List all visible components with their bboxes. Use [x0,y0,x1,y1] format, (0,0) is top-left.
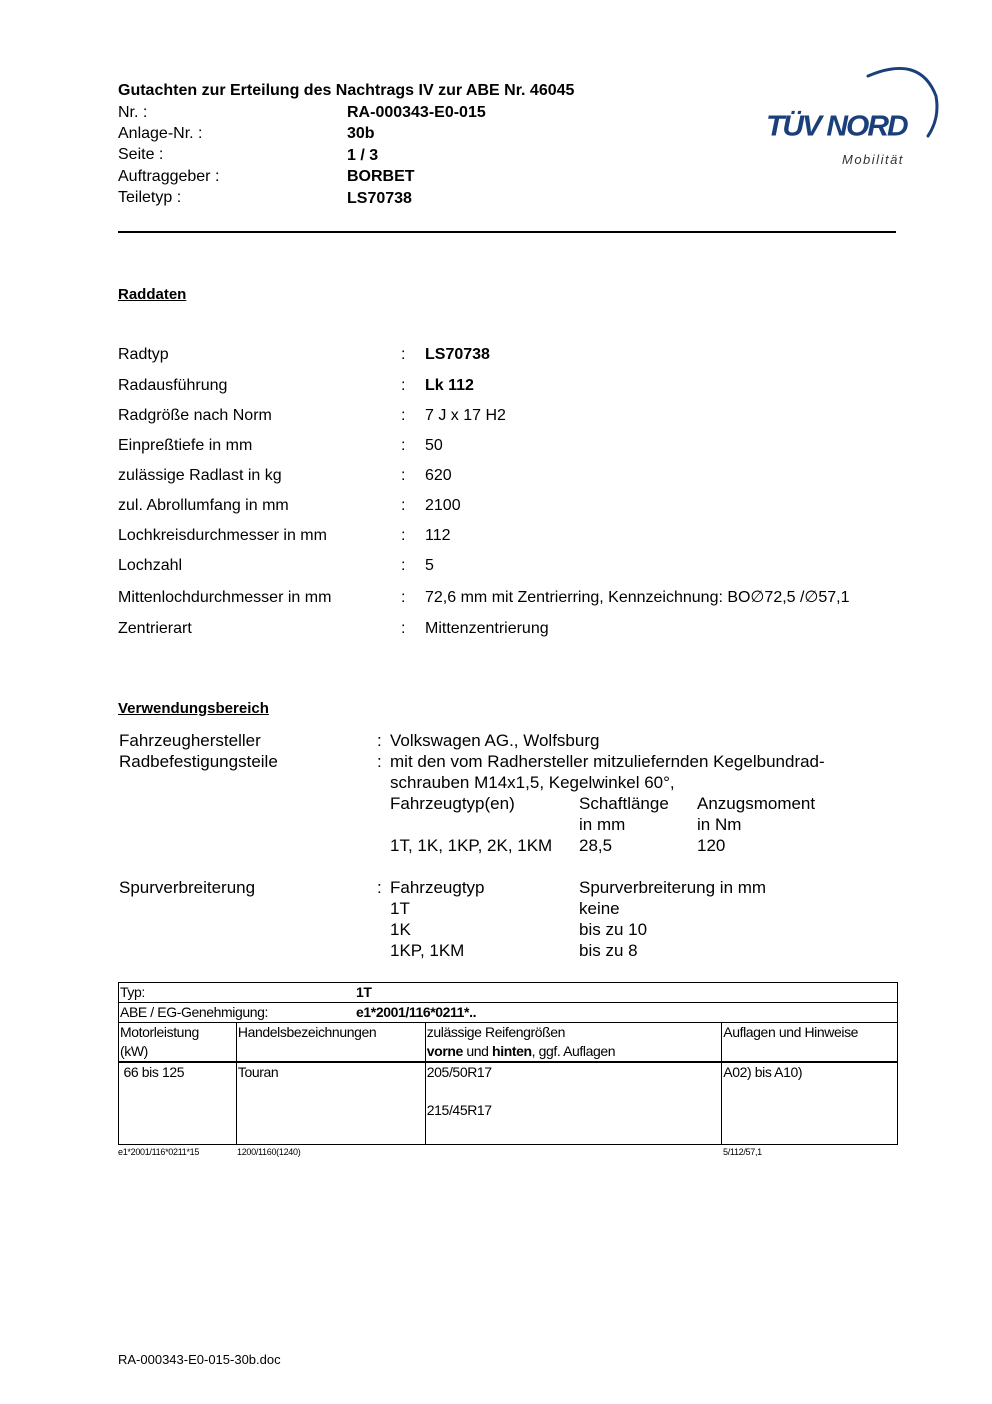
raddaten-label: Lochzahl [118,557,183,574]
colon: : [401,497,406,514]
tyre-size: 215/45R17 [426,1102,492,1118]
befestigung-label: Radbefestigungsteile [119,752,278,771]
table-row [119,1003,898,1023]
spur-header-typ: Fahrzeugtyp [390,878,485,897]
schraub-unit-nm: in Nm [697,815,742,834]
header-value-anlage: 30b [347,125,375,142]
raddaten-title: Raddaten [118,286,187,303]
abe-value: e1*2001/116*0211*.. [356,1004,477,1020]
colon: : [401,620,406,637]
table-header-row [119,1023,898,1063]
header-label-anlage: Anlage-Nr. : [118,125,203,142]
raddaten-label: Zentrierart [118,620,192,637]
header-value-nr: RA-000343-E0-015 [347,104,486,121]
col-header-names: Handelsbezeichnungen [236,1023,425,1063]
raddaten-label: Mittenlochdurchmesser in mm [118,589,332,606]
colon: : [377,878,382,897]
typ-value: 1T [356,984,372,1000]
col-header-notes: Auflagen und Hinweise [722,1023,898,1063]
header-value-seite: 1 / 3 [347,147,379,164]
header-label-seite: Seite : [118,146,164,163]
raddaten-label: zul. Abrollumfang in mm [118,497,289,514]
cell-name: Touran [236,1062,425,1144]
raddaten-value: 7 J x 17 H2 [425,407,506,424]
raddaten-value: Mittenzentrierung [425,620,549,637]
schraub-row-typ: 1T, 1K, 1KP, 2K, 1KM [390,836,553,855]
cell-notes: A02) bis A10) [722,1062,898,1144]
abe-cell [119,1003,898,1023]
schraub-header-typ: Fahrzeugtyp(en) [390,794,515,813]
colon: : [377,752,382,771]
table-row [119,983,898,1003]
header-value-teiletyp: LS70738 [347,190,412,207]
table-footnote-bolt: 5/112/57,1 [723,1147,762,1157]
colon: : [401,377,406,394]
logo-sub-text: Mobilität [842,152,904,167]
raddaten-value: 620 [425,467,452,484]
befestigung-line-2: schrauben M14x1,5, Kegelwinkel 60°, [390,773,675,792]
verwendungsbereich-title: Verwendungsbereich [118,700,269,717]
logo-brand-text: TÜV NORD [766,110,907,143]
col-header-power-label: Motorleistung [120,1024,199,1040]
spur-row-value: keine [579,899,620,918]
header-value-auftraggeber: BORBET [347,168,415,185]
raddaten-value: 72,6 mm mit Zentrierring, Kennzeichnung: BO∅72,5 /∅57,1 [425,589,850,606]
table-footnote-load: 1200/1160(1240) [237,1147,301,1157]
spur-row-value: bis zu 8 [579,941,638,960]
typ-cell [119,983,898,1003]
raddaten-label: Lochkreisdurchmesser in mm [118,527,327,544]
tyre-size: 205/50R17 [426,1064,492,1080]
col-header-vorne: vorne [426,1043,463,1059]
schraub-row-moment: 120 [697,836,726,855]
cell-tyres [425,1062,721,1144]
col-header-power-unit: (kW) [120,1043,148,1059]
hersteller-value: Volkswagen AG., Wolfsburg [390,731,600,750]
raddaten-label: Radgröße nach Norm [118,407,272,424]
col-header-tyres [425,1023,721,1063]
colon: : [377,731,382,750]
cell-power: 66 bis 125 [119,1062,237,1144]
header-label-auftraggeber: Auftraggeber : [118,168,220,185]
colon: : [401,407,406,424]
col-header-und: und [462,1043,493,1059]
raddaten-value: Lk 112 [425,377,474,394]
spur-header-value: Spurverbreiterung in mm [579,878,767,897]
schraub-header-moment: Anzugsmoment [697,794,816,813]
spur-row-typ: 1KP, 1KM [390,941,465,960]
colon: : [401,557,406,574]
raddaten-value: LS70738 [425,346,490,363]
raddaten-label: Einpreßtiefe in mm [118,437,253,454]
raddaten-label: Radtyp [118,346,169,363]
raddaten-value: 112 [425,527,451,544]
abe-label: ABE / EG-Genehmigung: [120,1004,269,1020]
colon: : [401,346,406,363]
colon: : [401,467,406,484]
befestigung-line-1: mit den vom Radhersteller mitzuliefernden Kegelbundrad- [390,752,825,771]
table-footnote-approval: e1*2001/116*0211*15 [118,1147,200,1157]
spur-row-value: bis zu 10 [579,920,648,939]
col-header-power [119,1023,237,1063]
raddaten-value: 50 [425,437,443,454]
typ-label: Typ: [120,984,145,1000]
col-header-tyres-label: zulässige Reifengrößen [426,1024,566,1040]
hersteller-label: Fahrzeughersteller [119,731,261,750]
col-header-rest: , ggf. Auflagen [531,1043,616,1059]
header-label-teiletyp: Teiletyp : [118,189,182,206]
type-approval-table [118,982,898,1145]
raddaten-label: Radausführung [118,377,228,394]
colon: : [401,437,406,454]
document-title: Gutachten zur Erteilung des Nachtrags IV zur ABE Nr. 46045 [118,82,575,99]
raddaten-label: zulässige Radlast in kg [118,467,282,484]
schraub-header-schaft: Schaftlänge [579,794,669,813]
header-label-nr: Nr. : [118,104,148,121]
schraub-row-schaft: 28,5 [579,836,613,855]
schraub-unit-mm: in mm [579,815,626,834]
raddaten-value: 5 [425,557,434,574]
page-footer-filename: RA-000343-E0-015-30b.doc [118,1352,281,1367]
table-row [119,1062,898,1144]
header-divider [118,231,896,233]
spur-row-typ: 1K [390,920,411,939]
colon: : [401,527,406,544]
spur-label: Spurverbreiterung [119,878,256,897]
colon: : [401,589,406,606]
raddaten-value: 2100 [425,497,461,514]
tuv-nord-logo [760,58,940,178]
spur-row-typ: 1T [390,899,410,918]
col-header-hinten: hinten [492,1043,532,1059]
